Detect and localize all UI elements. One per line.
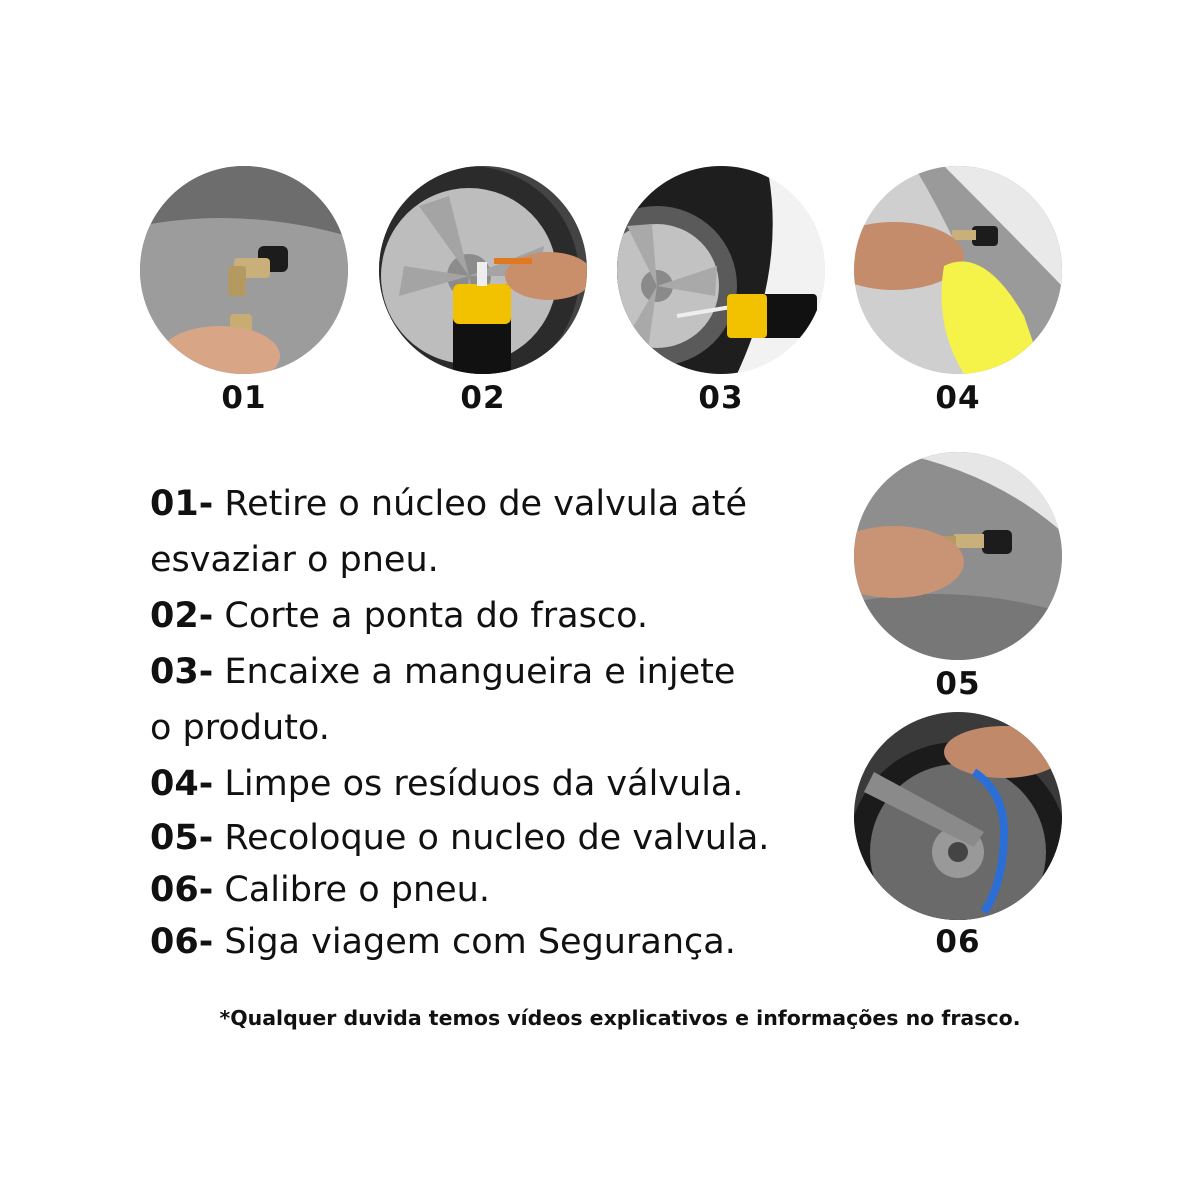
step-03-number: 03	[698, 380, 744, 416]
instruction-line	[150, 588, 840, 644]
instruction-text: esvaziar o pneu.	[150, 540, 439, 580]
instruction-number: 02-	[150, 596, 214, 636]
cut-bottle-tip-icon	[379, 166, 587, 374]
instruction-text: Recoloque o nucleo de valvula.	[224, 818, 770, 858]
instruction-line	[150, 644, 840, 700]
bottle-label: BLOCK	[457, 313, 507, 328]
step-04-number: 04	[935, 380, 981, 416]
instruction-line	[150, 700, 840, 756]
instruction-number: 01-	[150, 484, 214, 524]
instruction-text: Siga viagem com Segurança.	[224, 922, 736, 962]
footnote: *Qualquer duvida temos vídeos explicativos e informações no frasco.	[219, 1006, 1021, 1030]
step-05-photo	[854, 452, 1062, 660]
step-01-photo	[140, 166, 348, 374]
instruction-number: 04-	[150, 764, 214, 804]
instruction-line	[150, 756, 840, 812]
instruction-text: Retire o núcleo de valvula até	[224, 484, 747, 524]
valve-core-removal-icon	[140, 166, 348, 374]
instructions-list	[150, 476, 840, 968]
instruction-number: 03-	[150, 652, 214, 692]
instruction-line	[150, 916, 840, 968]
step-06-photo	[854, 712, 1062, 920]
instruction-number: 05-	[150, 818, 214, 858]
instruction-text: Encaixe a mangueira e injete	[224, 652, 736, 692]
step-02-photo	[379, 166, 587, 374]
instruction-text: o produto.	[150, 708, 330, 748]
instruction-line	[150, 532, 840, 588]
reinstall-valve-core-icon	[854, 452, 1062, 660]
instruction-line	[150, 812, 840, 864]
instruction-number: 06-	[150, 870, 214, 910]
clean-valve-icon	[854, 166, 1062, 374]
step-06-number: 06	[935, 924, 981, 960]
step-05-number: 05	[935, 666, 981, 702]
step-01-number: 01	[221, 380, 267, 416]
instruction-text: Corte a ponta do frasco.	[224, 596, 648, 636]
instruction-line	[150, 476, 840, 532]
instruction-line	[150, 864, 840, 916]
step-04-photo	[854, 166, 1062, 374]
inflate-tire-icon	[854, 712, 1062, 920]
inject-sealant-icon	[617, 166, 825, 374]
instruction-text: Calibre o pneu.	[224, 870, 490, 910]
instruction-text: Limpe os resíduos da válvula.	[224, 764, 744, 804]
step-02-number: 02	[460, 380, 506, 416]
instruction-number: 06-	[150, 922, 214, 962]
step-03-photo	[617, 166, 825, 374]
